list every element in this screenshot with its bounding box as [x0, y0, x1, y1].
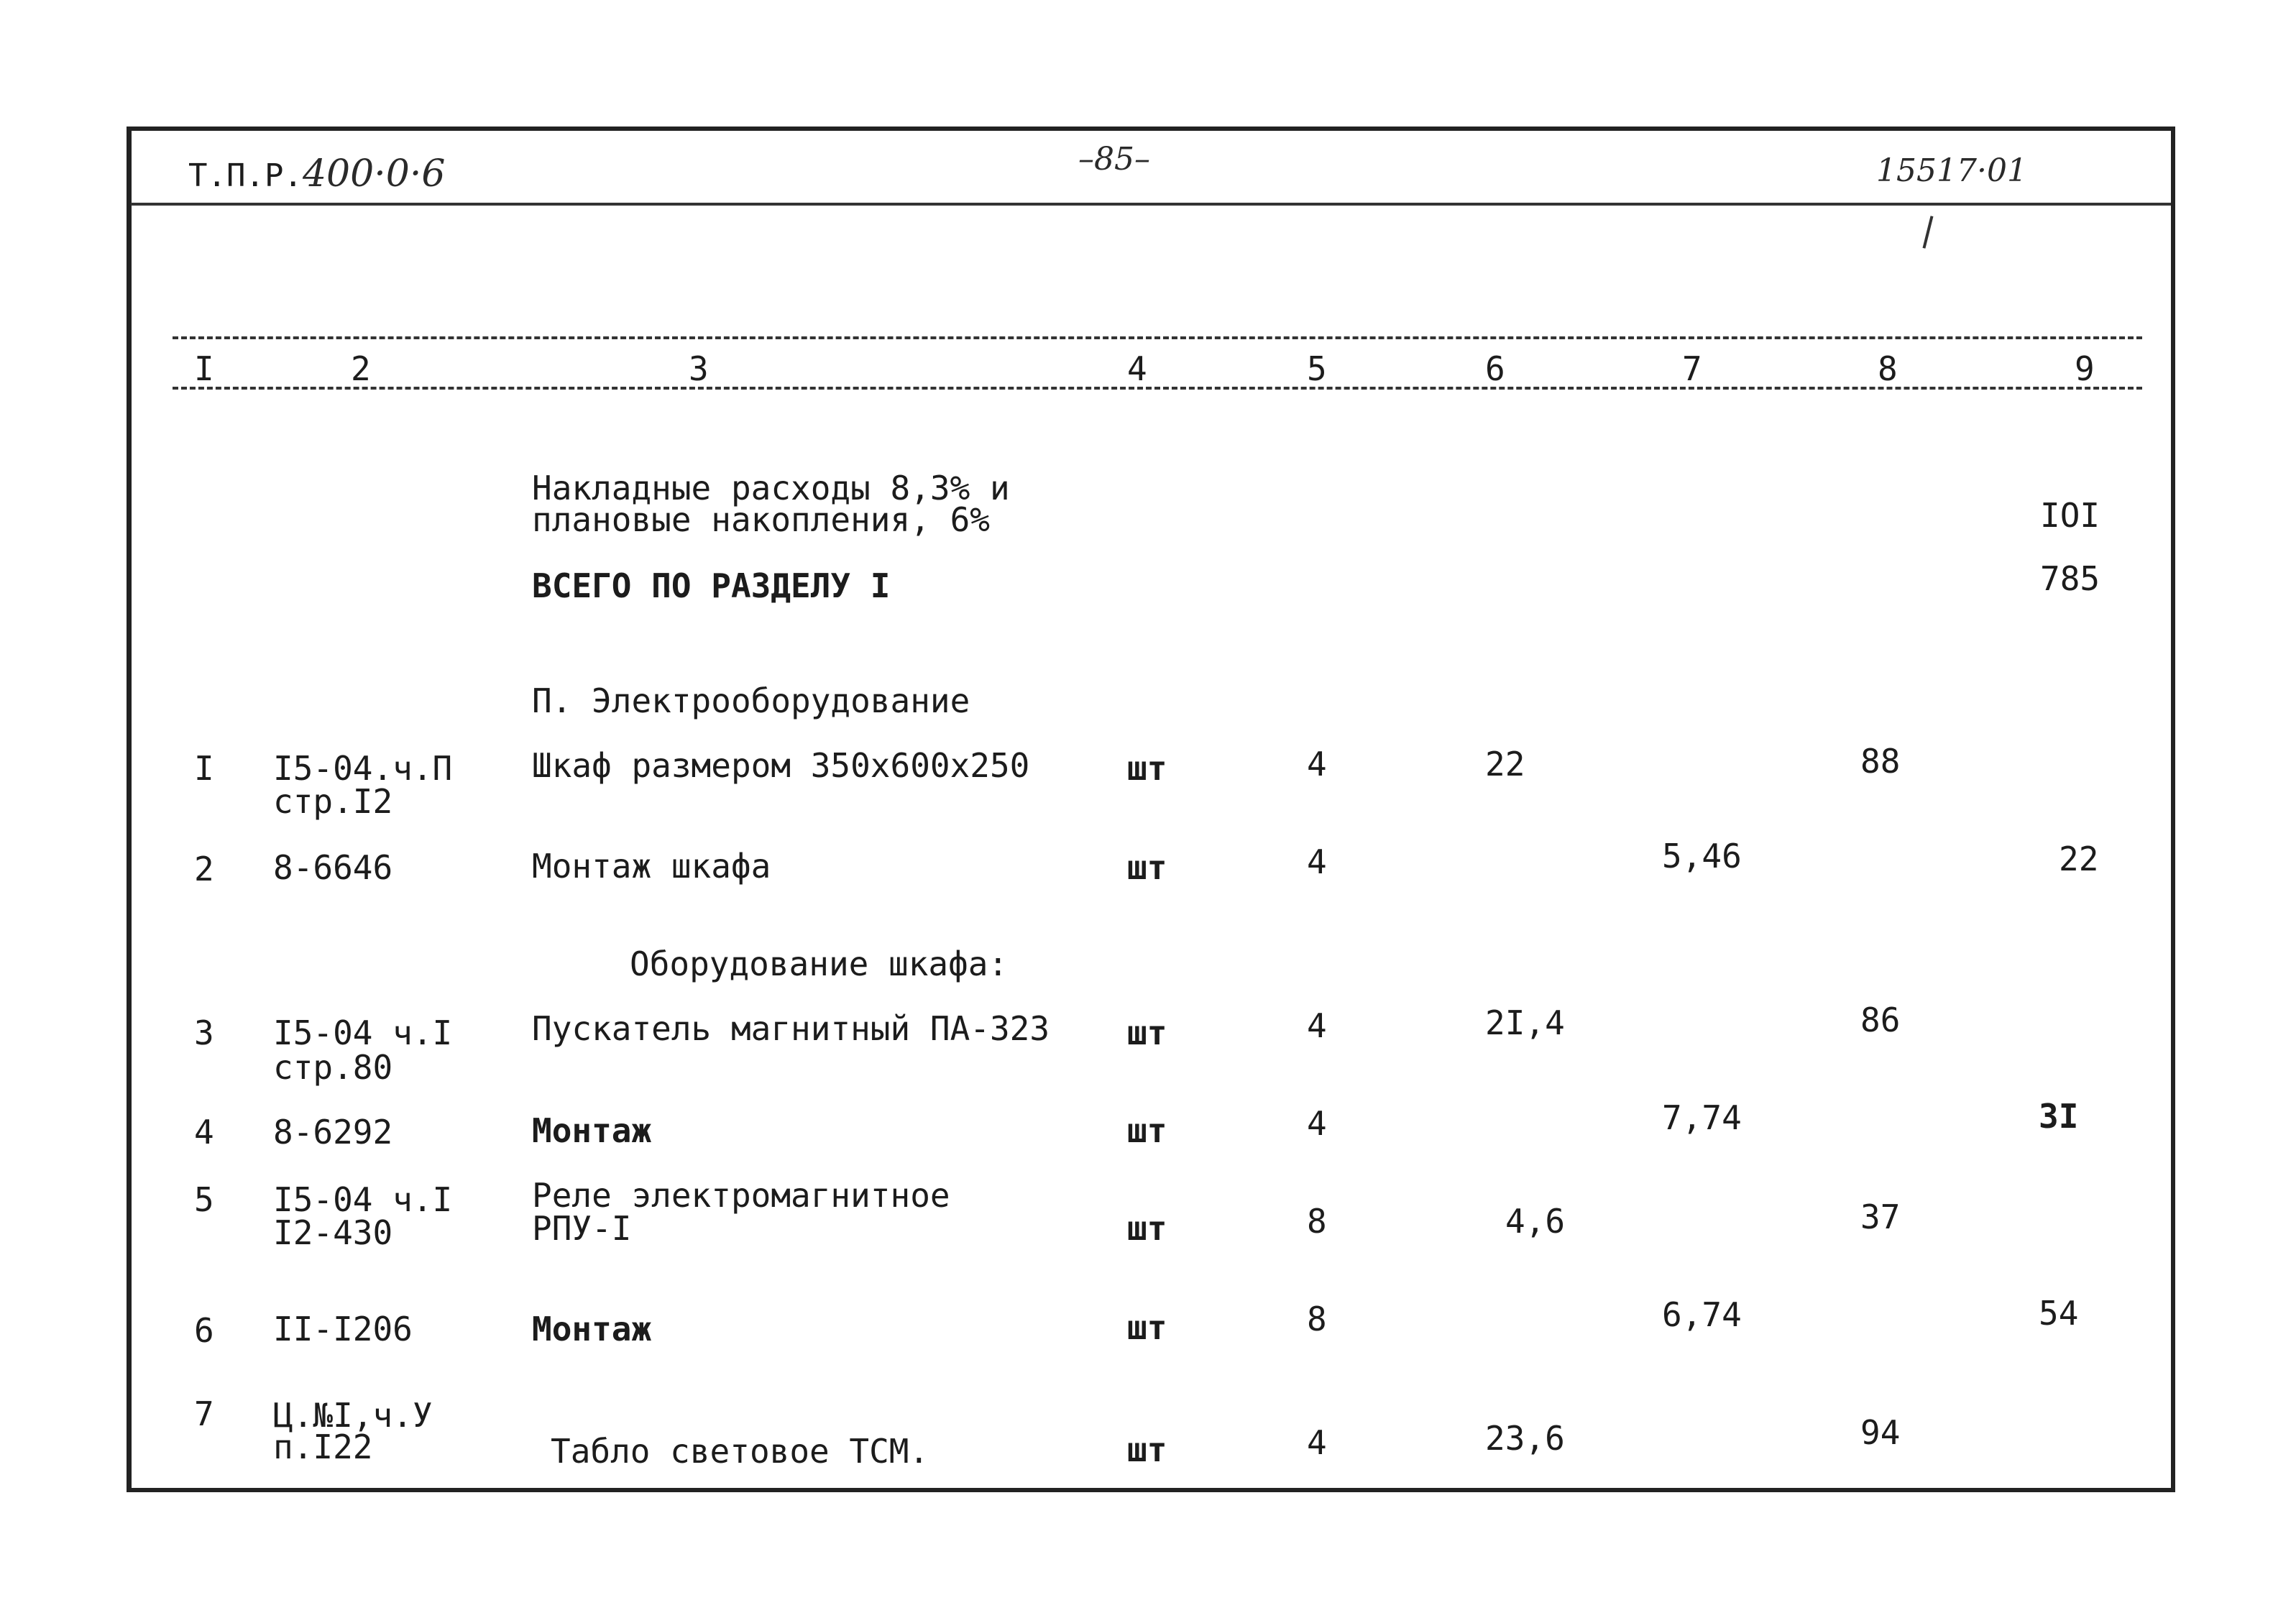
row-code: Ц.№I,ч.У: [273, 1396, 433, 1435]
row-code: I5-04 ч.I: [273, 1013, 453, 1052]
col-num-5: 5: [1307, 349, 1327, 388]
col-num-4: 4: [1127, 349, 1147, 388]
row-code: II-I206: [273, 1310, 413, 1348]
row-qty: 4: [1307, 745, 1327, 783]
row-number: 4: [194, 1113, 214, 1152]
row-unit: шт: [1127, 1111, 1167, 1150]
row-name: Монтаж шкафа: [532, 847, 771, 886]
header-rule: [131, 203, 2171, 206]
row-unit: шт: [1127, 1013, 1167, 1052]
document-frame: [127, 127, 2175, 1492]
row-install-total: 22: [2059, 840, 2099, 878]
row-unit: шт: [1127, 1308, 1167, 1347]
row-price: 2I,4: [1485, 1003, 1565, 1042]
row-price: 4,6: [1505, 1202, 1566, 1241]
row-unit: шт: [1127, 848, 1167, 887]
row-total: 88: [1860, 742, 1901, 781]
column-rule-top: [173, 336, 2142, 339]
row-number: 6: [194, 1311, 214, 1350]
row-name: Шкаф размером 350х600х250: [532, 746, 1030, 785]
col-num-8: 8: [1878, 349, 1898, 388]
row-install: 6,74: [1662, 1295, 1742, 1334]
col-num-6: 6: [1485, 349, 1505, 388]
overhead-line-1: Накладные расходы 8,3% и: [532, 469, 1010, 507]
row-price: 23,6: [1485, 1419, 1565, 1458]
page-number: –85–: [1078, 141, 1150, 178]
row-code: I5-04 ч.I: [273, 1180, 453, 1219]
row-qty: 4: [1307, 1104, 1327, 1143]
row-name: Реле электромагнитное: [532, 1176, 950, 1215]
row-unit: шт: [1127, 1209, 1167, 1248]
row-name: Табло световое ТСМ.: [551, 1432, 929, 1471]
row-number: 7: [194, 1394, 214, 1433]
section-total-value: 785: [2040, 559, 2100, 598]
row-total: 86: [1860, 1001, 1901, 1039]
row-code: I5-04.ч.П: [273, 749, 453, 788]
archive-number: 15517·01: [1876, 152, 2027, 189]
overhead-line-2: плановые накопления, 6%: [532, 500, 990, 539]
row-name: Монтаж: [532, 1310, 652, 1348]
row-qty: 8: [1307, 1202, 1327, 1241]
doc-code: [188, 152, 445, 196]
row-qty: 4: [1307, 1006, 1327, 1045]
row-name-cont: РПУ-I: [532, 1209, 632, 1248]
row-install-total: 3I: [2039, 1097, 2079, 1136]
row-total: 37: [1860, 1198, 1901, 1236]
column-rule-bottom: [173, 387, 2142, 390]
col-num-9: 9: [2075, 349, 2095, 388]
row-number: I: [194, 749, 214, 788]
col-num-3: 3: [689, 349, 709, 388]
overhead-value: IOI: [2040, 496, 2100, 535]
row-number: 2: [194, 850, 214, 888]
row-install-total: 54: [2039, 1294, 2079, 1333]
row-code-page: п.I22: [273, 1428, 373, 1466]
col-num-7: 7: [1682, 349, 1702, 388]
row-price: 22: [1485, 745, 1525, 783]
row-qty: 4: [1307, 842, 1327, 881]
row-install: 7,74: [1662, 1098, 1742, 1137]
row-total: 94: [1860, 1413, 1901, 1452]
row-name: Пускатель магнитный ПА-323: [532, 1009, 1050, 1048]
doc-code-handwritten: 400·0·6: [302, 152, 446, 196]
section-title: П. Электрооборудование: [532, 681, 970, 720]
row-qty: 8: [1307, 1300, 1327, 1338]
row-code: 8-6292: [273, 1113, 393, 1152]
section-total-label: ВСЕГО ПО РАЗДЕЛУ I: [532, 566, 891, 605]
doc-code-print: Т.П.Р.: [188, 157, 303, 194]
col-num-2: 2: [351, 349, 371, 388]
col-num-1: I: [194, 349, 214, 388]
row-code-page: стр.I2: [273, 782, 393, 821]
row-qty: 4: [1307, 1423, 1327, 1462]
subheading: Оборудование шкафа:: [630, 944, 1009, 983]
row-number: 5: [194, 1180, 214, 1219]
row-unit: шт: [1127, 1430, 1167, 1469]
row-install: 5,46: [1662, 837, 1742, 875]
row-name: Монтаж: [532, 1111, 652, 1150]
row-number: 3: [194, 1013, 214, 1052]
row-code-page: I2-430: [273, 1213, 393, 1252]
row-unit: шт: [1127, 749, 1167, 788]
row-code-page: стр.80: [273, 1048, 393, 1087]
row-code: 8-6646: [273, 848, 393, 887]
